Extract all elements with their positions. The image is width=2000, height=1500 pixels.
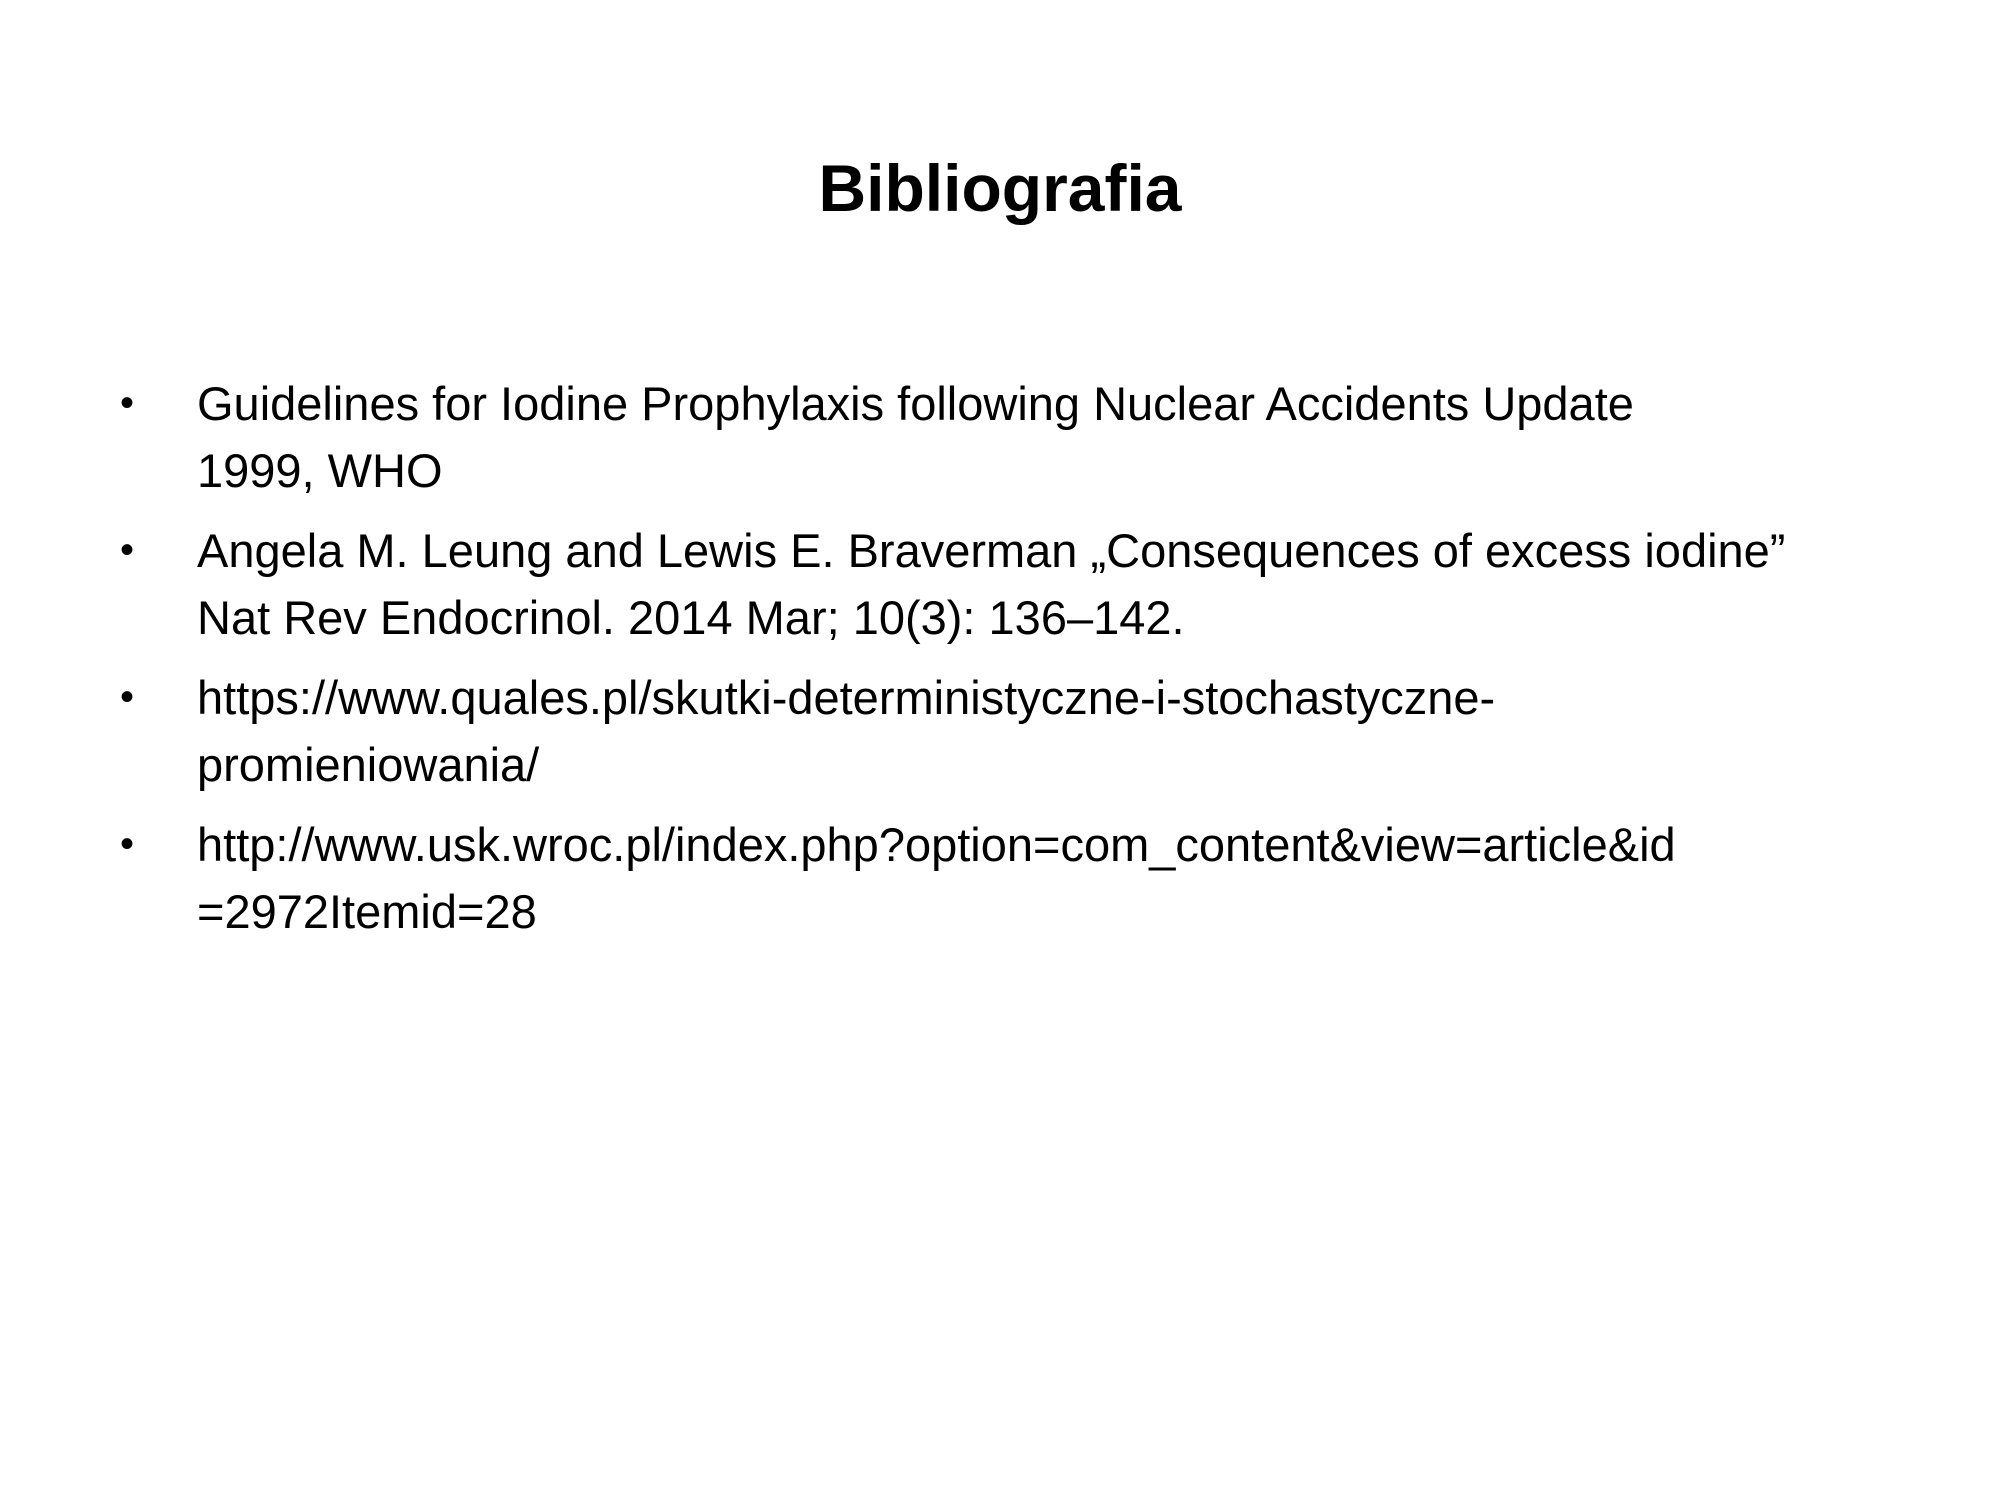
- reference-text-line: Nat Rev Endocrinol. 2014 Mar; 10(3): 136–142.: [197, 591, 1185, 644]
- bullet-icon: •: [120, 822, 135, 866]
- bibliography-item: [110, 811, 1900, 945]
- bullet-icon: •: [120, 381, 135, 425]
- reference-text-line: http://www.usk.wroc.pl/index.php?option=com_content&view=article&id: [197, 818, 1676, 871]
- slide-title: Bibliografia: [818, 151, 1182, 225]
- bullet-icon: •: [120, 675, 135, 719]
- reference-text-line: Guidelines for Iodine Prophylaxis following Nuclear Accidents Update: [197, 377, 1634, 430]
- bullet-icon: •: [120, 528, 135, 572]
- reference-text-line: promieniowania/: [197, 738, 540, 791]
- reference-text-line: https://www.quales.pl/skutki-deterministyczne-i-stochastyczne-: [197, 671, 1496, 724]
- bibliography-item: [110, 664, 1900, 798]
- reference-text-line: Angela M. Leung and Lewis E. Braverman „Consequences of excess iodine”: [197, 524, 1786, 577]
- reference-text-line: =2972Itemid=28: [197, 885, 537, 938]
- bibliography-item: [110, 517, 1900, 651]
- reference-text-line: 1999, WHO: [197, 444, 443, 497]
- bibliography-item: [110, 370, 1900, 504]
- bibliography-list: [110, 370, 1900, 958]
